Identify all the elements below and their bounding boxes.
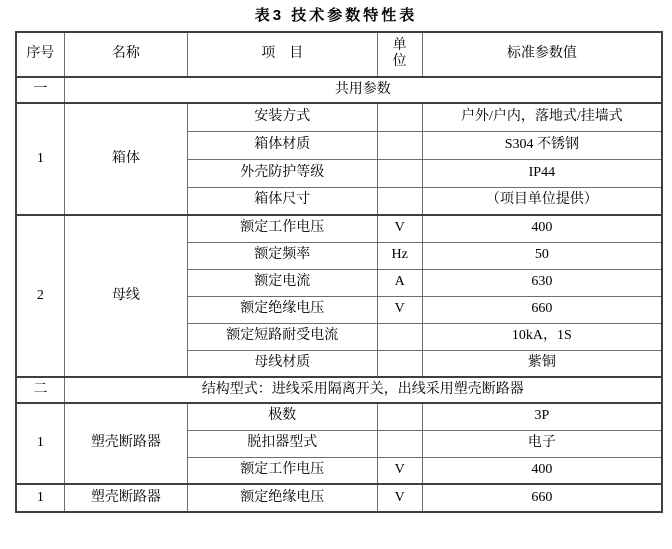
- item-cell: 箱体尺寸: [188, 187, 378, 215]
- unit-cell: [377, 103, 422, 131]
- value-cell: 660: [422, 484, 662, 512]
- seq-cell: 1: [16, 403, 64, 484]
- value-cell: S304 不锈钢: [422, 131, 662, 159]
- item-cell: 额定工作电压: [188, 215, 378, 242]
- section-label-cell: 结构型式：进线采用隔离开关，出线采用塑壳断路器: [64, 377, 662, 403]
- value-cell: 50: [422, 242, 662, 269]
- header-unit-label: 单位: [392, 38, 407, 70]
- header-item: 项 目: [188, 32, 378, 77]
- item-cell: 箱体材质: [188, 131, 378, 159]
- item-cell: 外壳防护等级: [188, 159, 378, 187]
- header-unit: [377, 32, 422, 77]
- name-cell: 母线: [64, 215, 187, 377]
- item-cell: 额定工作电压: [188, 457, 378, 484]
- section-structure-row: [16, 377, 662, 403]
- value-cell: 400: [422, 215, 662, 242]
- table-row: [16, 103, 662, 131]
- section-common-row: [16, 77, 662, 103]
- value-cell: 紫铜: [422, 350, 662, 377]
- seq-cell: 1: [16, 103, 64, 215]
- unit-cell: A: [377, 269, 422, 296]
- unit-cell: [377, 350, 422, 377]
- seq-cell: 二: [16, 377, 64, 403]
- item-cell: 额定绝缘电压: [188, 296, 378, 323]
- value-cell: 660: [422, 296, 662, 323]
- table-header-row: [16, 32, 662, 77]
- seq-cell: 1: [16, 484, 64, 512]
- value-cell: （项目单位提供）: [422, 187, 662, 215]
- unit-cell: [377, 159, 422, 187]
- unit-cell: [377, 187, 422, 215]
- name-cell: 塑壳断路器: [64, 484, 187, 512]
- header-seq: 序号: [16, 32, 64, 77]
- section-label-cell: 共用参数: [64, 77, 662, 103]
- unit-cell: Hz: [377, 242, 422, 269]
- spec-table: [15, 31, 663, 513]
- table-title: 表3 技术参数特性表: [254, 7, 418, 24]
- header-name: 名称: [64, 32, 187, 77]
- item-cell: 脱扣器型式: [188, 430, 378, 457]
- seq-cell: 2: [16, 215, 64, 377]
- item-cell: 额定绝缘电压: [188, 484, 378, 512]
- item-cell: 极数: [188, 403, 378, 430]
- item-cell: 额定短路耐受电流: [188, 323, 378, 350]
- unit-cell: V: [377, 484, 422, 512]
- value-cell: IP44: [422, 159, 662, 187]
- item-cell: 母线材质: [188, 350, 378, 377]
- unit-cell: [377, 131, 422, 159]
- table-row: [16, 403, 662, 430]
- unit-cell: V: [377, 215, 422, 242]
- unit-cell: V: [377, 457, 422, 484]
- table-row: [16, 215, 662, 242]
- value-cell: 户外/户内，落地式/挂墙式: [422, 103, 662, 131]
- unit-cell: [377, 323, 422, 350]
- unit-cell: [377, 430, 422, 457]
- item-cell: 额定电流: [188, 269, 378, 296]
- header-value: 标准参数值: [422, 32, 662, 77]
- name-cell: 塑壳断路器: [64, 403, 187, 484]
- table-row: [16, 484, 662, 512]
- name-cell: 箱体: [64, 103, 187, 215]
- item-cell: 安装方式: [188, 103, 378, 131]
- value-cell: 10kA，1S: [422, 323, 662, 350]
- item-cell: 额定频率: [188, 242, 378, 269]
- unit-cell: [377, 403, 422, 430]
- value-cell: 3P: [422, 403, 662, 430]
- unit-cell: V: [377, 296, 422, 323]
- value-cell: 630: [422, 269, 662, 296]
- seq-cell: 一: [16, 77, 64, 103]
- value-cell: 电子: [422, 430, 662, 457]
- value-cell: 400: [422, 457, 662, 484]
